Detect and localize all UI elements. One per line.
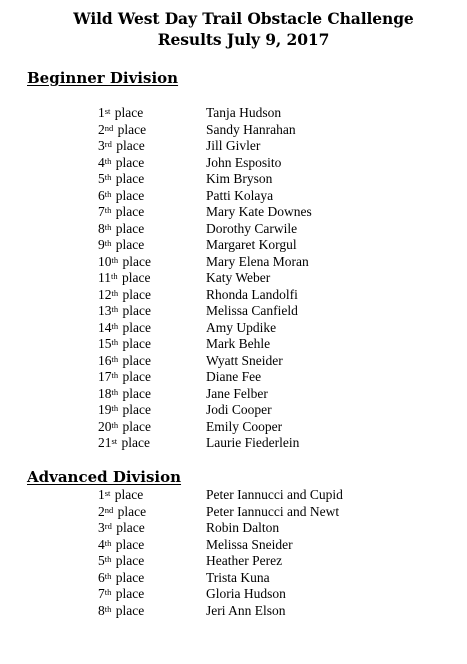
result-row [0, 122, 467, 139]
result-row [0, 105, 467, 122]
result-row [0, 336, 467, 353]
participant-name: Dorothy Carwile [206, 220, 298, 236]
result-row [0, 603, 467, 620]
place-number: 1 [98, 487, 105, 502]
place-rank [98, 603, 144, 620]
place-rank [98, 204, 144, 221]
place-word: place [112, 138, 145, 153]
participant-name: Kim Bryson [206, 171, 273, 186]
place-ordinal-suffix: th [111, 337, 119, 347]
result-row [0, 138, 467, 155]
participant-name: Jane Felber [206, 385, 268, 401]
participant-name: Katy Weber [206, 270, 271, 285]
place-rank [98, 586, 144, 603]
result-row [0, 402, 467, 419]
result-row [0, 504, 467, 521]
place-word: place [112, 520, 145, 535]
beginner-results-list [0, 105, 467, 452]
place-ordinal-suffix: st [104, 488, 111, 498]
place-rank [98, 254, 151, 271]
place-word: place [112, 553, 145, 568]
place-rank [98, 537, 144, 554]
place-ordinal-suffix: nd [104, 122, 114, 133]
place-rank [98, 122, 146, 139]
place-word: place [114, 121, 147, 137]
place-ordinal-suffix: th [104, 554, 112, 564]
place-ordinal-suffix: th [111, 419, 119, 430]
participant-name: Jeri Ann Elson [206, 602, 286, 618]
result-row [0, 520, 467, 537]
place-rank [98, 287, 151, 304]
place-word: place [112, 187, 145, 203]
place-rank [98, 237, 144, 254]
place-number: 14 [98, 319, 112, 335]
document-title: Wild West Day Trail Obstacle Challenge [73, 9, 414, 28]
participant-name: Tanja Hudson [206, 105, 282, 120]
place-ordinal-suffix: th [111, 254, 119, 265]
result-row [0, 221, 467, 238]
place-number: 19 [98, 402, 112, 417]
advanced-results-list [0, 487, 467, 619]
place-rank [98, 105, 143, 122]
place-number: 9 [98, 237, 105, 252]
participant-name: Jodi Cooper [206, 402, 272, 417]
place-number: 10 [98, 253, 112, 269]
result-row [0, 237, 467, 254]
place-word: place [114, 503, 147, 519]
place-ordinal-suffix: th [104, 155, 112, 166]
place-rank [98, 155, 144, 172]
result-row [0, 369, 467, 386]
place-rank [98, 553, 144, 570]
participant-name: Jill Givler [206, 138, 261, 153]
place-number: 4 [98, 154, 105, 170]
place-ordinal-suffix: th [104, 188, 112, 199]
place-rank [98, 419, 151, 436]
place-number: 5 [98, 171, 105, 186]
participant-name: Laurie Fiederlein [206, 435, 300, 450]
place-number: 7 [98, 586, 105, 601]
document-subtitle: Results July 9, 2017 [157, 30, 330, 49]
place-number: 2 [98, 503, 105, 519]
participant-name: Heather Perez [206, 553, 283, 568]
advanced-division-heading: Advanced Division [27, 468, 182, 486]
result-row [0, 537, 467, 554]
place-number: 16 [98, 352, 112, 368]
participant-name: Rhonda Landolfi [206, 286, 298, 302]
place-rank [98, 520, 145, 537]
place-rank [98, 386, 151, 403]
participant-name: Peter Iannucci and Cupid [206, 487, 343, 502]
result-row [0, 570, 467, 587]
place-ordinal-suffix: nd [104, 504, 114, 515]
participant-name: Peter Iannucci and Newt [206, 503, 340, 519]
place-word: place [112, 237, 145, 252]
place-rank [98, 138, 145, 155]
place-word: place [119, 303, 151, 318]
result-row [0, 270, 467, 287]
place-number: 7 [98, 204, 105, 219]
place-ordinal-suffix: th [104, 587, 112, 597]
place-number: 18 [98, 385, 112, 401]
place-word: place [118, 435, 151, 450]
result-row [0, 204, 467, 221]
place-ordinal-suffix: th [104, 537, 112, 548]
place-ordinal-suffix: st [104, 106, 111, 116]
place-rank [98, 188, 144, 205]
place-word: place [119, 352, 151, 368]
place-ordinal-suffix: th [111, 287, 119, 298]
place-word: place [119, 402, 151, 417]
participant-name: Diane Fee [206, 369, 262, 384]
participant-name: Mary Kate Downes [206, 204, 312, 219]
place-word: place [119, 319, 151, 335]
place-rank [98, 353, 151, 370]
place-number: 11 [98, 270, 111, 285]
place-number: 1 [98, 105, 105, 120]
place-rank [98, 336, 151, 353]
participant-name: Melissa Canfield [206, 303, 298, 318]
place-word: place [119, 369, 151, 384]
place-rank [98, 221, 144, 238]
place-ordinal-suffix: th [111, 320, 119, 331]
place-rank [98, 303, 151, 320]
place-word: place [112, 154, 145, 170]
place-word: place [118, 270, 151, 285]
result-row [0, 435, 467, 452]
place-number: 6 [98, 569, 105, 585]
place-ordinal-suffix: th [111, 304, 119, 314]
participant-name: Mary Elena Moran [206, 253, 309, 269]
place-ordinal-suffix: th [104, 238, 112, 248]
place-ordinal-suffix: th [104, 205, 112, 215]
participant-name: Melissa Sneider [206, 536, 293, 552]
place-ordinal-suffix: rd [104, 139, 112, 149]
place-number: 12 [98, 286, 112, 302]
place-rank [98, 171, 144, 188]
place-rank [98, 435, 150, 452]
place-number: 5 [98, 553, 105, 568]
beginner-division-heading: Beginner Division [27, 69, 179, 87]
place-word: place [119, 385, 151, 401]
place-number: 17 [98, 369, 112, 384]
place-ordinal-suffix: th [104, 603, 112, 614]
participant-name: John Esposito [206, 154, 282, 170]
place-number: 8 [98, 602, 105, 618]
place-word: place [112, 171, 145, 186]
place-number: 21 [98, 435, 112, 450]
result-row [0, 171, 467, 188]
result-row [0, 320, 467, 337]
result-row [0, 155, 467, 172]
place-ordinal-suffix: th [111, 370, 119, 380]
place-number: 4 [98, 536, 105, 552]
place-number: 3 [98, 138, 105, 153]
participant-name: Wyatt Sneider [206, 352, 283, 368]
place-ordinal-suffix: th [111, 271, 118, 281]
place-number: 8 [98, 220, 105, 236]
result-row [0, 487, 467, 504]
participant-name: Mark Behle [206, 336, 271, 351]
place-ordinal-suffix: th [104, 221, 112, 232]
participant-name: Robin Dalton [206, 520, 280, 535]
place-word: place [119, 418, 151, 434]
place-rank [98, 570, 144, 587]
place-ordinal-suffix: th [111, 353, 119, 364]
place-word: place [112, 220, 145, 236]
place-ordinal-suffix: th [111, 386, 119, 397]
result-row [0, 287, 467, 304]
result-row [0, 303, 467, 320]
result-row [0, 188, 467, 205]
place-word: place [112, 569, 145, 585]
result-row [0, 353, 467, 370]
place-number: 2 [98, 121, 105, 137]
place-number: 20 [98, 418, 112, 434]
place-word: place [111, 105, 144, 120]
place-word: place [119, 286, 151, 302]
participant-name: Patti Kolaya [206, 187, 274, 203]
place-word: place [119, 336, 151, 351]
place-rank [98, 504, 146, 521]
place-word: place [112, 602, 145, 618]
place-rank [98, 320, 151, 337]
place-number: 3 [98, 520, 105, 535]
place-ordinal-suffix: th [111, 403, 119, 413]
result-row [0, 419, 467, 436]
participant-name: Gloria Hudson [206, 586, 286, 601]
place-word: place [112, 586, 145, 601]
place-word: place [112, 536, 145, 552]
participant-name: Amy Updike [206, 319, 277, 335]
place-ordinal-suffix: th [104, 570, 112, 581]
place-number: 6 [98, 187, 105, 203]
place-ordinal-suffix: th [104, 172, 112, 182]
participant-name: Margaret Korgul [206, 237, 297, 252]
place-ordinal-suffix: rd [104, 521, 112, 531]
place-rank [98, 270, 150, 287]
result-row [0, 386, 467, 403]
result-row [0, 586, 467, 603]
place-rank [98, 487, 143, 504]
participant-name: Emily Cooper [206, 418, 283, 434]
place-word: place [111, 487, 144, 502]
participant-name: Sandy Hanrahan [206, 121, 296, 137]
result-row [0, 553, 467, 570]
place-word: place [119, 253, 151, 269]
result-row [0, 254, 467, 271]
place-word: place [112, 204, 145, 219]
place-number: 15 [98, 336, 112, 351]
place-rank [98, 402, 151, 419]
place-rank [98, 369, 151, 386]
participant-name: Trista Kuna [206, 569, 270, 585]
place-number: 13 [98, 303, 112, 318]
place-ordinal-suffix: st [111, 436, 118, 446]
